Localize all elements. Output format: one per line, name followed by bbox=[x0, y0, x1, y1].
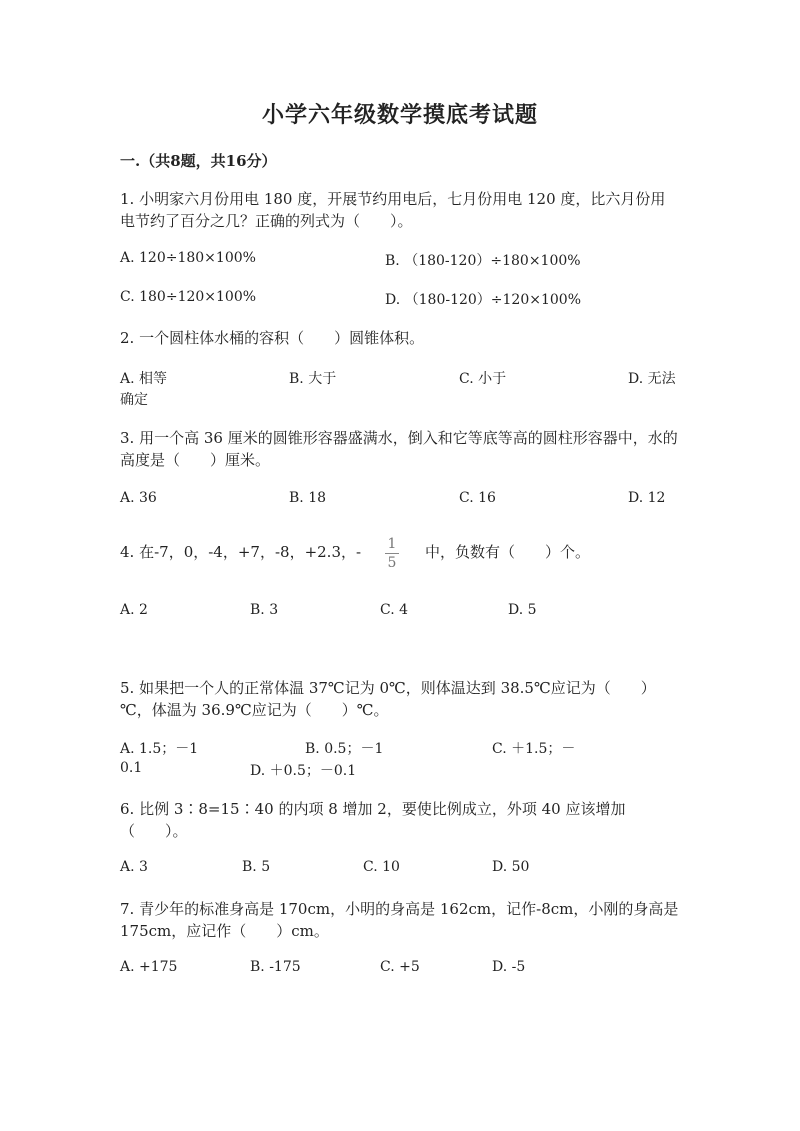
section-header: 一.（共8题，共16分） bbox=[120, 152, 277, 170]
q6-option-c: C. 10 bbox=[363, 859, 400, 875]
question-2: 2. 一个圆柱体水桶的容积（ ）圆锥体积。 bbox=[120, 329, 425, 347]
q6-option-d: D. 50 bbox=[492, 859, 530, 875]
fraction-denominator: 5 bbox=[387, 555, 397, 571]
q4-option-d: D. 5 bbox=[508, 602, 537, 618]
q7-option-a: A. +175 bbox=[120, 959, 178, 975]
q1-option-c: C. 180÷120×100% bbox=[120, 289, 257, 305]
q5-option-c-wrap: 0.1 bbox=[120, 760, 143, 776]
q7-option-b: B. -175 bbox=[250, 959, 301, 975]
fraction-numerator: 1 bbox=[387, 536, 397, 552]
q4-option-c: C. 4 bbox=[380, 602, 409, 618]
question-5-line1: 5. 如果把一个人的正常体温 37℃记为 0℃，则体温达到 38.5℃应记为（ ） bbox=[120, 679, 656, 697]
q2-option-d: D. 无法 bbox=[628, 371, 676, 387]
question-7-line1: 7. 青少年的标准身高是 170cm，小明的身高是 162cm，记作-8cm，小刚的身高是 bbox=[120, 900, 679, 918]
q2-option-c: C. 小于 bbox=[459, 371, 507, 387]
q1-option-b: B. （180-120）÷180×100% bbox=[385, 253, 581, 269]
question-1: 1. 小明家六月份用电 180 度，开展节约用电后，七月份用电 120 度，比六月份用电节约了百分之几？正确的列式为（ ）。 bbox=[120, 190, 666, 230]
q3-option-c: C. 16 bbox=[459, 490, 496, 506]
q4-option-a: A. 2 bbox=[120, 602, 148, 618]
q2-option-b: B. 大于 bbox=[289, 371, 337, 387]
q2-option-d-wrap: 确定 bbox=[120, 392, 148, 408]
q7-option-d: D. -5 bbox=[492, 959, 526, 975]
q7-option-c: C. +5 bbox=[380, 959, 420, 975]
q3-option-b: B. 18 bbox=[289, 490, 327, 506]
page-title: 小学六年级数学摸底考试题 bbox=[261, 102, 538, 128]
fraction-one-fifth bbox=[385, 536, 399, 571]
q6-option-a: A. 3 bbox=[120, 859, 148, 875]
q4-option-b: B. 3 bbox=[250, 602, 279, 618]
q5-option-d: D. ＋0.5；－0.1 bbox=[250, 763, 357, 779]
q1-option-a: A. 120÷180×100% bbox=[120, 250, 256, 266]
q5-option-c: C. ＋1.5；－ bbox=[492, 741, 576, 757]
question-6-line1: 6. 比例 3∶8=15∶40 的内项 8 增加 2，要使比例成立，外项 40 应该增加 bbox=[120, 800, 626, 818]
q5-option-a: A. 1.5；－1 bbox=[120, 741, 199, 757]
q2-option-a: A. 相等 bbox=[120, 371, 168, 387]
question-7-line2: 175cm，应记作（ ）cm。 bbox=[120, 922, 329, 940]
q5-option-b: B. 0.5；－1 bbox=[305, 741, 384, 757]
fraction-bar bbox=[385, 553, 399, 554]
q3-option-d: D. 12 bbox=[628, 490, 666, 506]
q3-option-a: A. 36 bbox=[120, 490, 157, 506]
question-6-line2: （ ）。 bbox=[120, 822, 188, 840]
q6-option-b: B. 5 bbox=[242, 859, 271, 875]
question-3: 3. 用一个高 36 厘米的圆锥形容器盛满水，倒入和它等底等高的圆柱形容器中，水的高度是（ ）厘米。 bbox=[120, 429, 678, 469]
question-5-line2: ℃，体温为 36.9℃应记为（ ）℃。 bbox=[120, 701, 389, 719]
question-4-text: 4. 在-7，0，-4，+7，-8，+2.3，- bbox=[120, 543, 362, 561]
question-4-text-after: 中，负数有（ ）个。 bbox=[425, 543, 591, 561]
q1-option-d: D. （180-120）÷120×100% bbox=[385, 292, 582, 308]
